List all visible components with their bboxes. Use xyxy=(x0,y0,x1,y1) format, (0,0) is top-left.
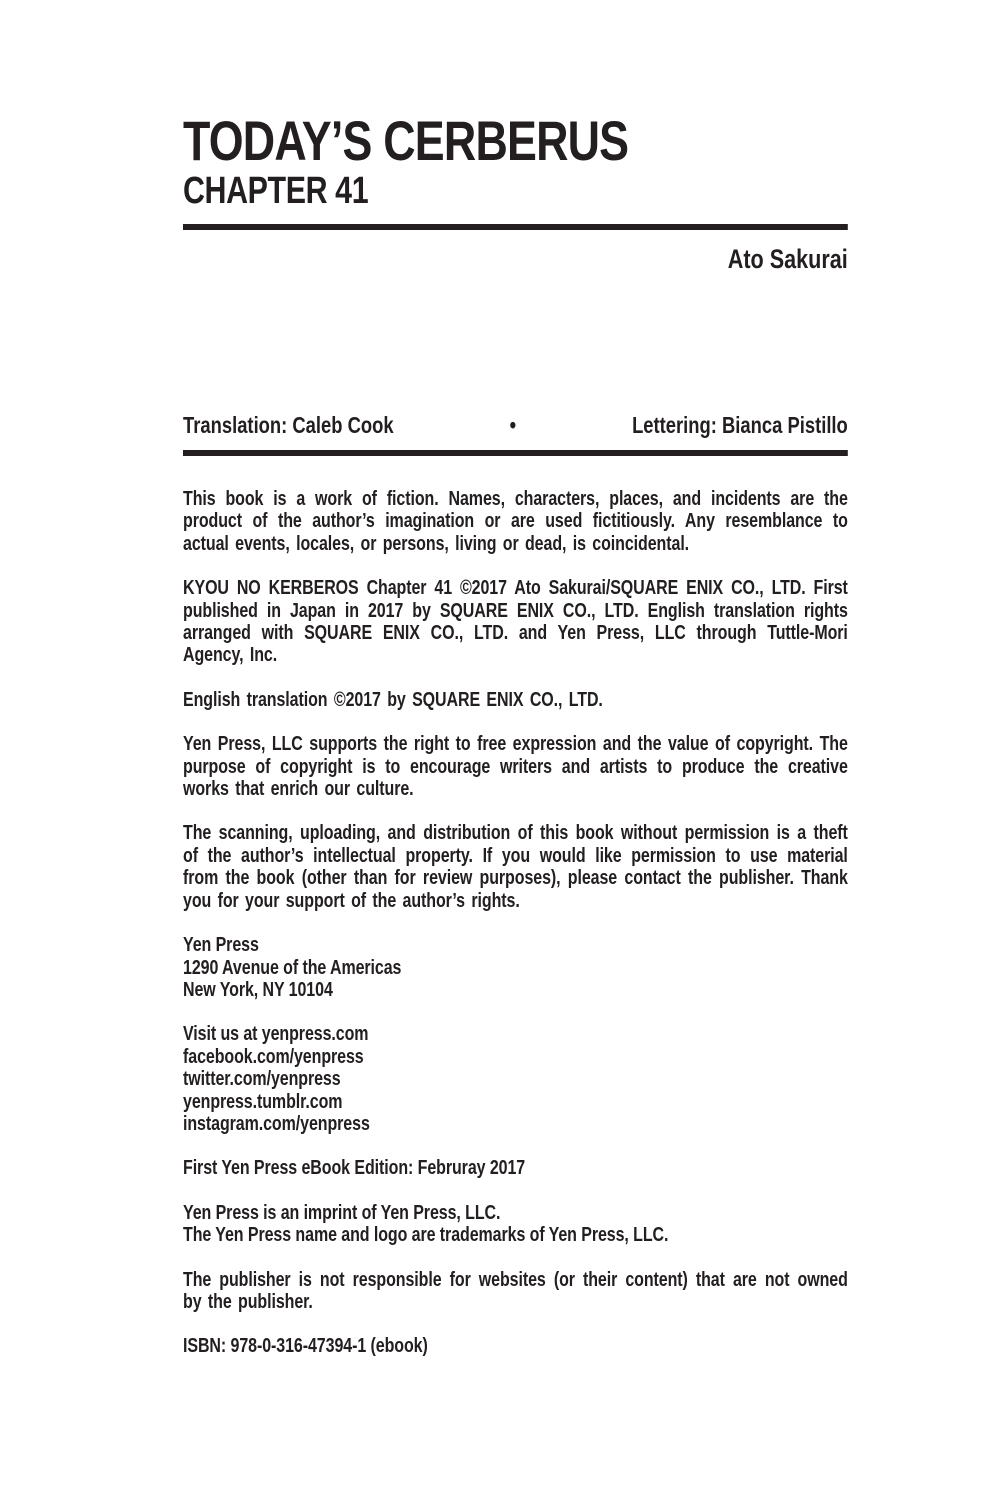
instagram-link[interactable]: instagram.com/yenpress xyxy=(183,1112,370,1135)
facebook-link[interactable]: facebook.com/yenpress xyxy=(183,1045,364,1068)
imprint-line-2: The Yen Press name and logo are trademarks of Yen Press, LLC. xyxy=(183,1224,669,1247)
isbn-block xyxy=(183,1335,848,1357)
title-divider xyxy=(183,224,848,230)
publisher-address xyxy=(183,934,848,1001)
copyright-content-column xyxy=(183,0,848,1380)
copyright-notice: KYOU NO KERBEROS Chapter 41 ©2017 Ato Sakurai/SQUARE ENIX CO., LTD. First published in Japan in 2017 by SQUARE ENIX CO., LTD. English translation rights arranged with SQUARE ENIX CO., LTD. and Yen Press, LLC through Tuttle-Mori Agency, Inc. xyxy=(183,577,848,667)
imprint-note xyxy=(183,1202,848,1247)
scanning-notice: The scanning, uploading, and distribution of this book without permission is a theft of the author’s intellectual property. If you would like permission to use material from the book (other than for review purposes), please contact the publisher. Thank you for your support of the author’s rights. xyxy=(183,822,848,912)
publisher-links xyxy=(183,1023,848,1135)
twitter-link[interactable]: twitter.com/yenpress xyxy=(183,1068,341,1091)
author-name: Ato Sakurai xyxy=(727,244,848,274)
tumblr-link[interactable]: yenpress.tumblr.com xyxy=(183,1090,343,1113)
edition-note xyxy=(183,1157,848,1179)
free-expression-statement: Yen Press, LLC supports the right to free expression and the value of copyright. The purpose of copyright is to encourage writers and artists to produce the creative works that enrich our culture. xyxy=(183,733,848,801)
publisher-city: New York, NY 10104 xyxy=(183,978,333,1001)
fiction-disclaimer: This book is a work of fiction. Names, characters, places, and incidents are the product of the author’s imagination or are used fictitiously. Any resemblance to actual events, locales, or persons, living or dead, is coincidental. xyxy=(183,488,848,555)
english-translation-copyright: English translation ©2017 by SQUARE ENIX CO., LTD. xyxy=(183,688,603,711)
website-link[interactable]: Visit us at yenpress.com xyxy=(183,1023,369,1046)
chapter-heading: CHAPTER 41 xyxy=(183,170,369,212)
website-disclaimer: The publisher is not responsible for websites (or their content) that are not owned by the publisher. xyxy=(183,1268,848,1313)
publisher-street: 1290 Avenue of the Americas xyxy=(183,956,402,979)
isbn-line: ISBN: 978-0-316-47394-1 (ebook) xyxy=(183,1335,428,1358)
imprint-line-1: Yen Press is an imprint of Yen Press, LLC. xyxy=(183,1201,501,1224)
credits-row xyxy=(183,412,848,438)
publisher-name: Yen Press xyxy=(183,934,259,957)
credit-separator-bullet: • xyxy=(509,412,517,438)
lettering-credit: Lettering: Bianca Pistillo xyxy=(632,412,848,438)
credits-divider xyxy=(183,450,848,456)
book-title: TODAY’S CERBERUS xyxy=(183,109,629,172)
edition-line: First Yen Press eBook Edition: Februray 2017 xyxy=(183,1157,526,1180)
translation-credit: Translation: Caleb Cook xyxy=(183,412,394,438)
